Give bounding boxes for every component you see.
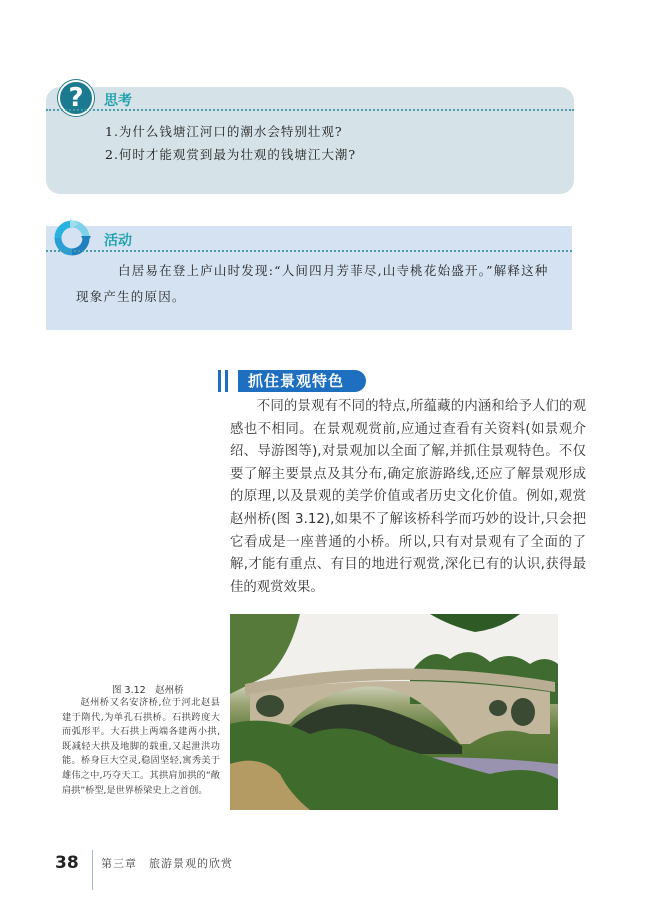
page-number: 38 xyxy=(55,853,79,873)
footer-divider xyxy=(92,850,93,890)
bridge-illustration xyxy=(230,614,558,810)
section-title: 抓住景观特色 xyxy=(238,370,366,392)
bridge-photo xyxy=(230,614,558,810)
figure-label: 图 3.12 赵州桥 xyxy=(112,685,184,696)
paragraph: 不同的景观有不同的特点,所蕴藏的内涵和给予人们的观感也不相同。在景观观赏前,应通过查看有关资料(如景观介绍、导游图等),对景观加以全面了解,并抓住景观特色。不仅要了解主要景点及其分布,确定旅游路线,还应了解景观形成的原理,以及景观的美学价值或者历史文化价值。例如,观赏赵州桥(图 3.12),如果不了解该桥科学而巧妙的设计,只会把它看成是一座普通的小桥。所以,只有对景观有了全面的了解,才能有重点、有目的地进行观赏,深化已有的认识,获得最佳的观赏效果。 xyxy=(230,399,586,595)
question-2: 2.何时才能观赏到最为壮观的钱塘江大潮? xyxy=(105,147,357,162)
question-1: 1.为什么钱塘江河口的潮水会特别壮观? xyxy=(105,124,343,139)
question-icon: ? xyxy=(58,80,94,116)
chapter-title: 第三章 旅游景观的欣赏 xyxy=(101,857,233,870)
think-title: 思考 xyxy=(104,93,132,109)
activity-line-2: 现象产生的原因。 xyxy=(76,289,186,304)
section-body xyxy=(230,396,586,599)
dotted-divider xyxy=(46,109,574,111)
activity-title: 活动 xyxy=(104,233,132,249)
cycle-arrows-icon xyxy=(52,218,92,258)
figure-caption xyxy=(62,696,220,798)
activity-line-1: 白居易在登上庐山时发现:“人间四月芳菲尽,山寺桃花始盛开。”解释这种 xyxy=(118,263,549,278)
caption-text: 赵州桥又名安济桥,位于河北赵县建于隋代,为单孔石拱桥。石拱跨度大而弧形平。大石拱上两端各建两小拱,既减轻大拱及地脚的载重,又起泄洪功能。桥身巨大空灵,稳固坚轻,寓秀美于雄伟之中,巧夺天工。其拱肩加拱的“敞肩拱”桥型,是世界桥梁史上之首创。 xyxy=(62,697,220,796)
dotted-divider xyxy=(46,250,572,252)
